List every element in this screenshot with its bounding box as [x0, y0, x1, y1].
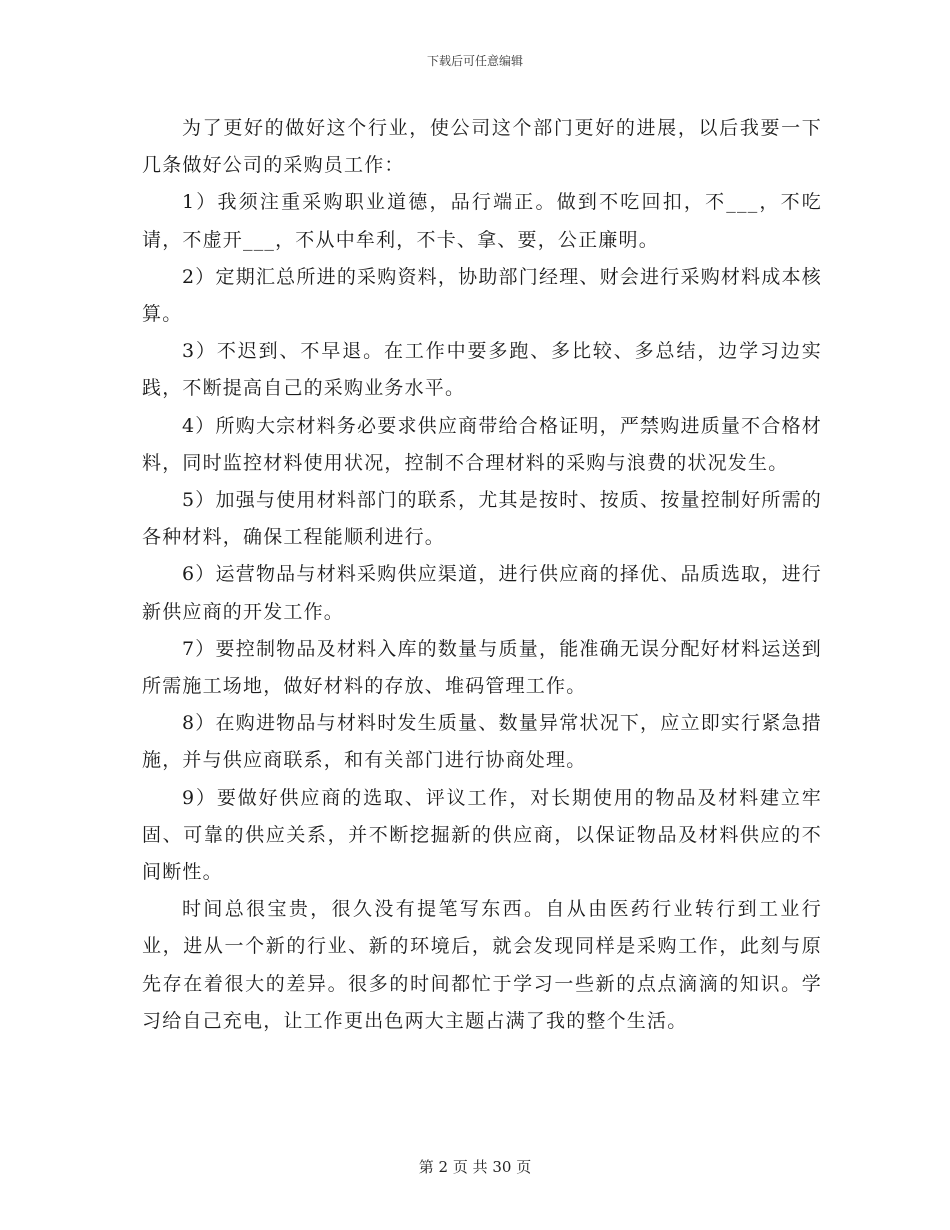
item-paragraph-6: 6）运营物品与材料采购供应渠道，进行供应商的择优、品质选取，进行新供应商的开发工作。 — [142, 563, 822, 623]
item-paragraph-9: 9）要做好供应商的选取、评议工作，对长期使用的物品及材料建立牢固、可靠的供应关系，并不断挖掘新的供应商，以保证物品及材料供应的不间断性。 — [142, 786, 822, 884]
item-paragraph-3: 3）不迟到、不早退。在工作中要多跑、多比较、多总结，边学习边实践，不断提高自己的采购业务水平。 — [142, 340, 822, 400]
page-header-note: 下载后可任意编辑 — [426, 54, 523, 68]
page-number: 第 2 页 共 30 页 — [418, 1158, 532, 1176]
document-body — [142, 110, 822, 1040]
item-paragraph-4: 4）所购大宗材料务必要求供应商带给合格证明，严禁购进质量不合格材料，同时监控材料使用状况，控制不合理材料的采购与浪费的状况发生。 — [142, 414, 822, 474]
intro-paragraph: 为了更好的做好这个行业，使公司这个部门更好的进展，以后我要一下几条做好公司的采购员工作： — [142, 117, 822, 177]
item-paragraph-8: 8）在购进物品与材料时发生质量、数量异常状况下，应立即实行紧急措施，并与供应商联系，和有关部门进行协商处理。 — [142, 712, 822, 772]
item-paragraph-5: 5）加强与使用材料部门的联系，尤其是按时、按质、按量控制好所需的各种材料，确保工程能顺利进行。 — [142, 489, 822, 549]
item-paragraph-2: 2）定期汇总所进的采购资料，协助部门经理、财会进行采购材料成本核算。 — [142, 265, 822, 326]
item-paragraph-7: 7）要控制物品及材料入库的数量与质量，能准确无误分配好材料运送到所需施工场地，做好材料的存放、堆码管理工作。 — [142, 637, 822, 698]
closing-paragraph: 时间总很宝贵，很久没有提笔写东西。自从由医药行业转行到工业行业，进从一个新的行业、新的环境后，就会发现同样是采购工作，此刻与原先存在着很大的差异。很多的时间都忙于学习一些新的点点滴滴的知识。学习给自己充电，让工作更出色两大主题占满了我的整个生活。 — [142, 898, 822, 1032]
item-paragraph-1: 1）我须注重采购职业道德，品行端正。做到不吃回扣，不___，不吃请，不虚开___，不从中牟利，不卡、拿、要，公正廉明。 — [142, 191, 822, 251]
